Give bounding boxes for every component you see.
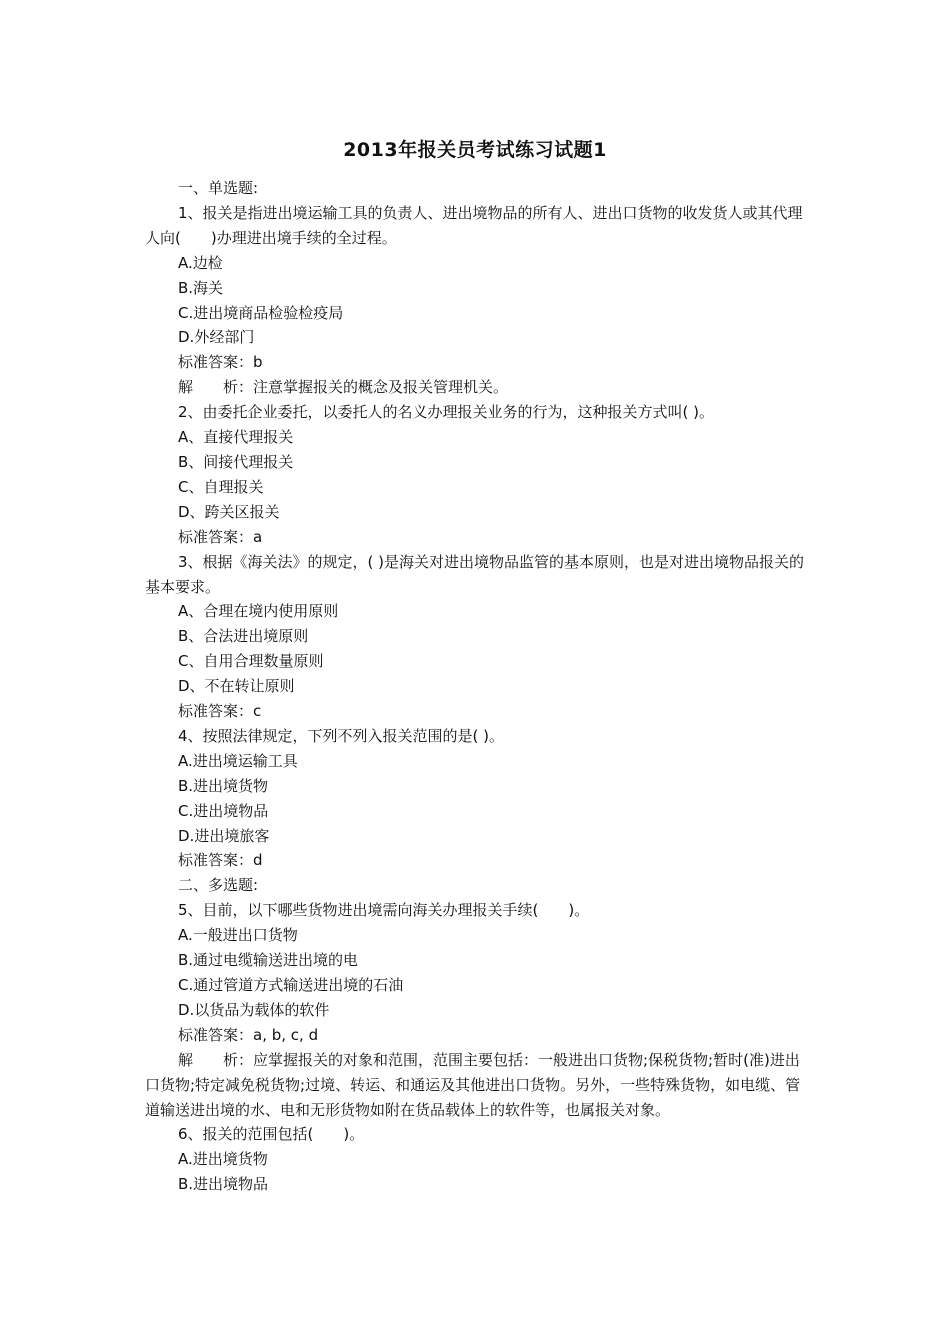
question-4: 4、按照法律规定，下列不列入报关范围的是( )。 bbox=[178, 726, 505, 745]
question-5: 5、目前，以下哪些货物进出境需向海关办理报关手续( )。 bbox=[178, 901, 590, 920]
answer-line: 标准答案：a, b, c, d bbox=[178, 1025, 319, 1044]
option-line: B.进出境货物 bbox=[178, 776, 269, 795]
option-line: C.进出境商品检验检疫局 bbox=[178, 303, 344, 322]
option-line: D、不在转让原则 bbox=[178, 677, 295, 696]
option-line: C.进出境物品 bbox=[178, 801, 269, 820]
explanation-line: 解 析：注意掌握报关的概念及报关管理机关。 bbox=[178, 378, 509, 397]
option-line: B、间接代理报关 bbox=[178, 452, 294, 471]
option-line: D.外经部门 bbox=[178, 328, 255, 347]
option-line: B、合法进出境原则 bbox=[178, 627, 309, 646]
answer-line: 标准答案：a bbox=[178, 527, 263, 546]
section-heading-multiple-choice: 二、多选题: bbox=[178, 876, 259, 895]
option-line: B.海关 bbox=[178, 278, 224, 297]
question-6: 6、报关的范围包括( )。 bbox=[178, 1125, 365, 1144]
answer-line: 标准答案：d bbox=[178, 851, 263, 870]
document-title: 2013年报关员考试练习试题1 bbox=[343, 139, 607, 161]
question-3: 3、根据《海关法》的规定，( )是海关对进出境物品监管的基本原则，也是对进出境物品报关的基本要求。 bbox=[145, 552, 805, 596]
option-line: A.边检 bbox=[178, 253, 223, 272]
question-2: 2、由委托企业委托，以委托人的名义办理报关业务的行为，这种报关方式叫( )。 bbox=[178, 403, 715, 422]
option-line: D、跨关区报关 bbox=[178, 502, 280, 521]
option-line: D.进出境旅客 bbox=[178, 826, 270, 845]
option-line: C.通过管道方式输送进出境的石油 bbox=[178, 976, 404, 994]
document-body bbox=[145, 176, 809, 1197]
option-line: A.进出境货物 bbox=[178, 1150, 268, 1169]
option-line: A.一般进出口货物 bbox=[178, 926, 298, 945]
option-line: B.通过电缆输送进出境的电 bbox=[178, 951, 359, 970]
option-line: A、合理在境内使用原则 bbox=[178, 602, 339, 621]
option-line: C、自理报关 bbox=[178, 477, 264, 496]
option-line: A、直接代理报关 bbox=[178, 428, 294, 447]
option-line: B.进出境物品 bbox=[178, 1175, 269, 1194]
option-line: C、自用合理数量原则 bbox=[178, 652, 324, 671]
explanation-line: 解 析：应掌握报关的对象和范围，范围主要包括：一般进出口货物;保税货物;暂时(准)进出口货物;特定减免税货物;过境、转运、和通运及其他进出口货物。另外，一些特殊货物，如电缆、管道输送进出境的水、电和无形货物如附在货品载体上的软件等，也属报关对象。 bbox=[145, 1050, 801, 1119]
answer-line: 标准答案：c bbox=[178, 702, 262, 721]
section-heading-single-choice: 一、单选题: bbox=[178, 179, 259, 197]
question-1: 1、报关是指进出境运输工具的负责人、进出境物品的所有人、进出口货物的收发货人或其代理人向( )办理进出境手续的全过程。 bbox=[145, 203, 803, 247]
answer-line: 标准答案：b bbox=[178, 353, 263, 372]
option-line: A.进出境运输工具 bbox=[178, 751, 298, 770]
option-line: D.以货品为载体的软件 bbox=[178, 1000, 330, 1019]
